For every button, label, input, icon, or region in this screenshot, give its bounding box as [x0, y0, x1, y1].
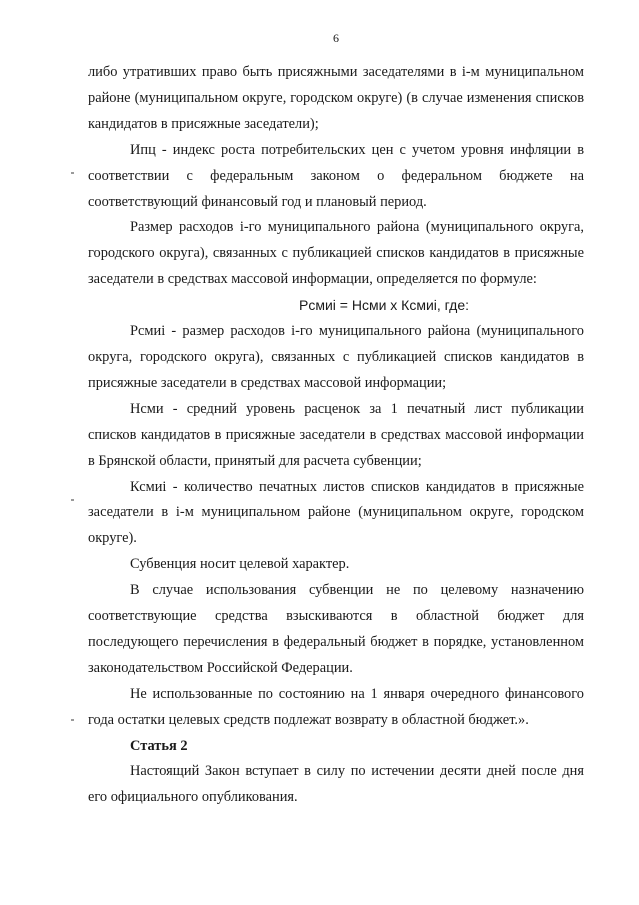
- scan-mark: [71, 499, 74, 501]
- document-body: [88, 60, 584, 811]
- paragraph-ipc-definition: Ипц - индекс роста потребительских цен с учетом уровня инфляции в соответствии с федеральным законом о федеральном бюджете на соответствующий финансовый год и плановый период.: [88, 141, 584, 210]
- scan-mark: [71, 719, 74, 721]
- paragraph-nsmi-definition: Нсми - средний уровень расценок за 1 печатный лист публикации списков кандидатов в присяжные заседатели в средствах массовой информации в Брянской области, принятый для расчета субвенции;: [88, 400, 584, 469]
- scan-mark: [71, 172, 74, 174]
- page-number: 6: [333, 31, 339, 45]
- article-heading: Статья 2: [130, 737, 188, 754]
- paragraph-expense-size: Размер расходов і-го муниципального района (муниципального округа, городского округа), связанных с публикацией списков кандидатов в присяжные заседатели в средствах массовой информации, определяется по формуле:: [88, 219, 584, 288]
- paragraph-unused-funds: Не использованные по состоянию на 1 января очередного финансового года остатки целевых средств подлежат возврату в областной бюджет.».: [88, 685, 584, 728]
- paragraph-entry-into-force: Настоящий Закон вступает в силу по истечении десяти дней после дня его официального опубликования.: [88, 763, 584, 806]
- paragraph-rsmi-definition: Рсмиі - размер расходов і-го муниципального района (муниципального округа, городского округа), связанных с публикацией списков кандидатов в присяжные заседатели в средствах массовой информации;: [88, 323, 584, 391]
- paragraph-ksmi-definition: Ксмиі - количество печатных листов списков кандидатов в присяжные заседатели в і-м муниципальном районе (муниципальном округе, городском округе).: [88, 478, 584, 547]
- paragraph-misuse: В случае использования субвенции не по целевому назначению соответствующие средства взыскиваются в областной бюджет для последующего перечисления в федеральный бюджет в порядке, установленном законодательством Российской Федерации.: [88, 582, 584, 676]
- paragraph-target-purpose: Субвенция носит целевой характер.: [130, 556, 350, 573]
- formula: Рсмиі = Нсми х Ксмиі, где:: [299, 297, 469, 314]
- paragraph-continuation: либо утративших право быть присяжными заседателями в і-м муниципальном районе (муниципальном округе, городском округе) (в случае изменения списков кандидатов в присяжные заседатели);: [88, 64, 584, 132]
